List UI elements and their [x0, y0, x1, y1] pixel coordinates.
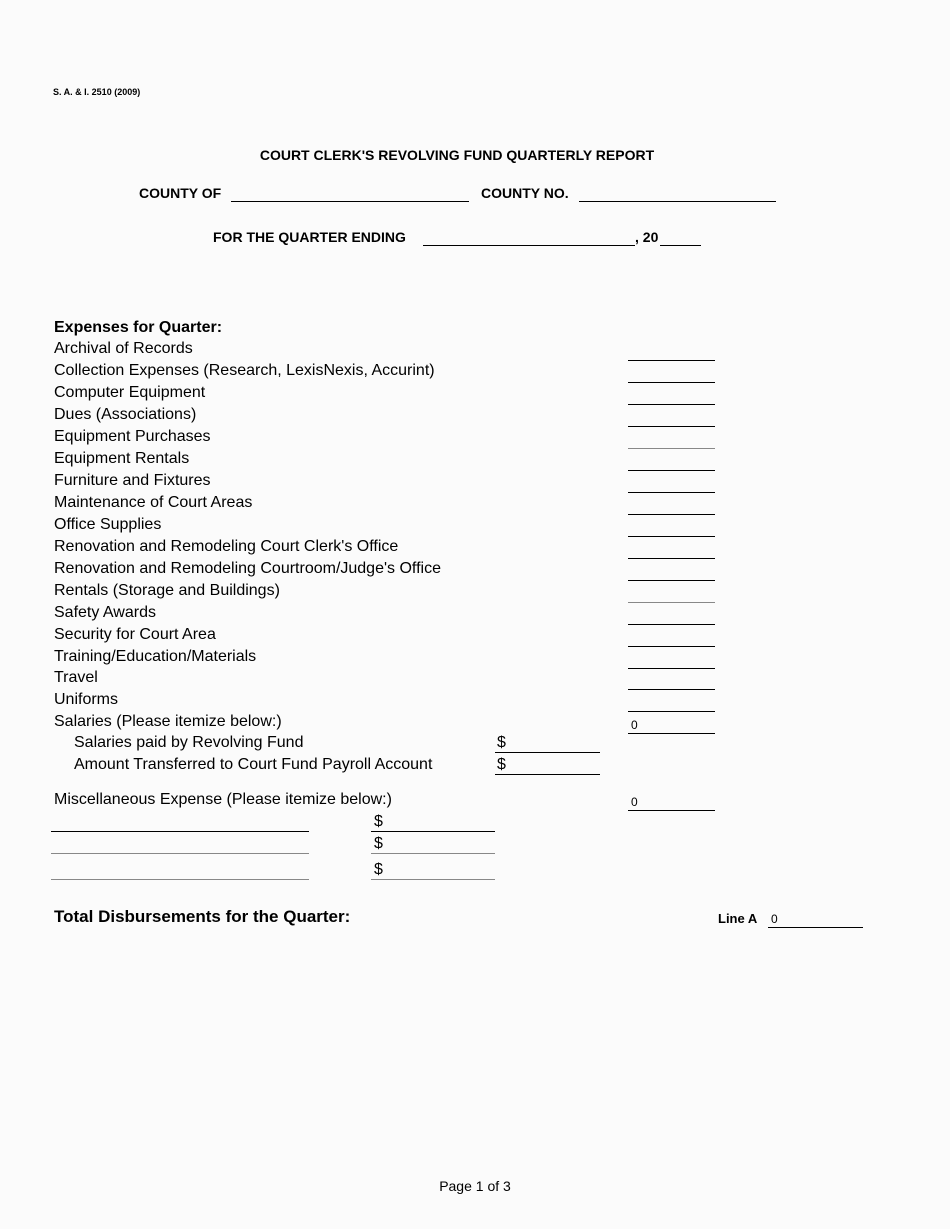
- quarter-ending-field[interactable]: [423, 230, 635, 246]
- expense-field-training[interactable]: [628, 650, 715, 669]
- expense-field-rentals[interactable]: [628, 584, 715, 603]
- county-no-label: COUNTY NO.: [481, 185, 569, 201]
- salary-field-revolving-fund[interactable]: [495, 734, 600, 753]
- misc-description-field-3[interactable]: [51, 861, 309, 880]
- expense-label-uniforms: Uniforms: [54, 691, 119, 708]
- expense-field-safety-awards[interactable]: [628, 606, 715, 625]
- salary-currency-payroll-transfer: $: [497, 756, 506, 773]
- misc-description-field-1[interactable]: [51, 813, 309, 832]
- expense-field-office-supplies[interactable]: [628, 518, 715, 537]
- form-id: S. A. & I. 2510 (2009): [53, 87, 141, 97]
- county-no-field[interactable]: [579, 186, 776, 202]
- total-disbursements-label: Total Disbursements for the Quarter:: [54, 907, 351, 926]
- county-of-label: COUNTY OF: [139, 185, 222, 201]
- expense-label-collection: Collection Expenses (Research, LexisNexis, Accurint): [54, 362, 435, 379]
- expense-label-safety-awards: Safety Awards: [54, 604, 156, 621]
- expense-field-furniture[interactable]: [628, 474, 715, 493]
- misc-expense-label: Miscellaneous Expense (Please itemize below:): [54, 791, 392, 808]
- salary-label-payroll-transfer: Amount Transferred to Court Fund Payroll Account: [74, 756, 433, 773]
- expense-label-training: Training/Education/Materials: [54, 648, 257, 665]
- page-title: COURT CLERK'S REVOLVING FUND QUARTERLY REPORT: [259, 147, 655, 163]
- salary-field-payroll-transfer[interactable]: [495, 756, 600, 775]
- year-field[interactable]: [660, 230, 701, 246]
- expense-field-travel[interactable]: [628, 671, 715, 690]
- misc-currency-2: $: [374, 835, 383, 852]
- expense-label-dues: Dues (Associations): [54, 406, 197, 423]
- expense-label-renovation-clerk: Renovation and Remodeling Court Clerk's Office: [54, 538, 399, 555]
- misc-expense-field[interactable]: 0: [628, 792, 715, 811]
- page-number: Page 1 of 3: [439, 1178, 511, 1194]
- misc-amount-field-3[interactable]: [371, 861, 495, 880]
- salary-currency-revolving-fund: $: [497, 734, 506, 751]
- expense-field-archival[interactable]: [628, 342, 715, 361]
- expense-label-salaries: Salaries (Please itemize below:): [54, 713, 282, 730]
- expense-field-security[interactable]: [628, 628, 715, 647]
- misc-currency-3: $: [374, 861, 383, 878]
- expense-field-equipment-purchases[interactable]: [628, 430, 715, 449]
- expense-label-renovation-courtroom: Renovation and Remodeling Courtroom/Judge's Office: [54, 560, 441, 577]
- year-prefix: , 20: [635, 229, 659, 245]
- expense-field-maintenance[interactable]: [628, 496, 715, 515]
- expense-field-equipment-rentals[interactable]: [628, 452, 715, 471]
- misc-currency-1: $: [374, 813, 383, 830]
- expenses-section-title: Expenses for Quarter:: [54, 319, 223, 336]
- misc-amount-field-1[interactable]: [371, 813, 495, 832]
- salary-label-revolving-fund: Salaries paid by Revolving Fund: [74, 734, 304, 751]
- expense-field-renovation-clerk[interactable]: [628, 540, 715, 559]
- line-a-field[interactable]: 0: [768, 909, 863, 928]
- expense-label-equipment-purchases: Equipment Purchases: [54, 428, 211, 445]
- expense-label-travel: Travel: [54, 669, 98, 686]
- misc-description-field-2[interactable]: [51, 835, 309, 854]
- expense-label-rentals: Rentals (Storage and Buildings): [54, 582, 280, 599]
- misc-amount-field-2[interactable]: [371, 835, 495, 854]
- expense-label-furniture: Furniture and Fixtures: [54, 472, 211, 489]
- expense-label-office-supplies: Office Supplies: [54, 516, 162, 533]
- quarter-ending-label: FOR THE QUARTER ENDING: [213, 229, 406, 245]
- expense-label-security: Security for Court Area: [54, 626, 216, 643]
- expense-field-dues[interactable]: [628, 408, 715, 427]
- expense-field-renovation-courtroom[interactable]: [628, 562, 715, 581]
- expense-field-computer[interactable]: [628, 386, 715, 405]
- county-of-field[interactable]: [231, 186, 469, 202]
- line-a-label: Line A: [718, 911, 758, 926]
- expense-field-salaries[interactable]: 0: [628, 715, 715, 734]
- expense-label-computer: Computer Equipment: [54, 384, 206, 401]
- expense-field-uniforms[interactable]: [628, 693, 715, 712]
- expense-label-archival: Archival of Records: [54, 340, 193, 357]
- expense-field-collection[interactable]: [628, 364, 715, 383]
- expense-label-maintenance: Maintenance of Court Areas: [54, 494, 253, 511]
- expense-label-equipment-rentals: Equipment Rentals: [54, 450, 190, 467]
